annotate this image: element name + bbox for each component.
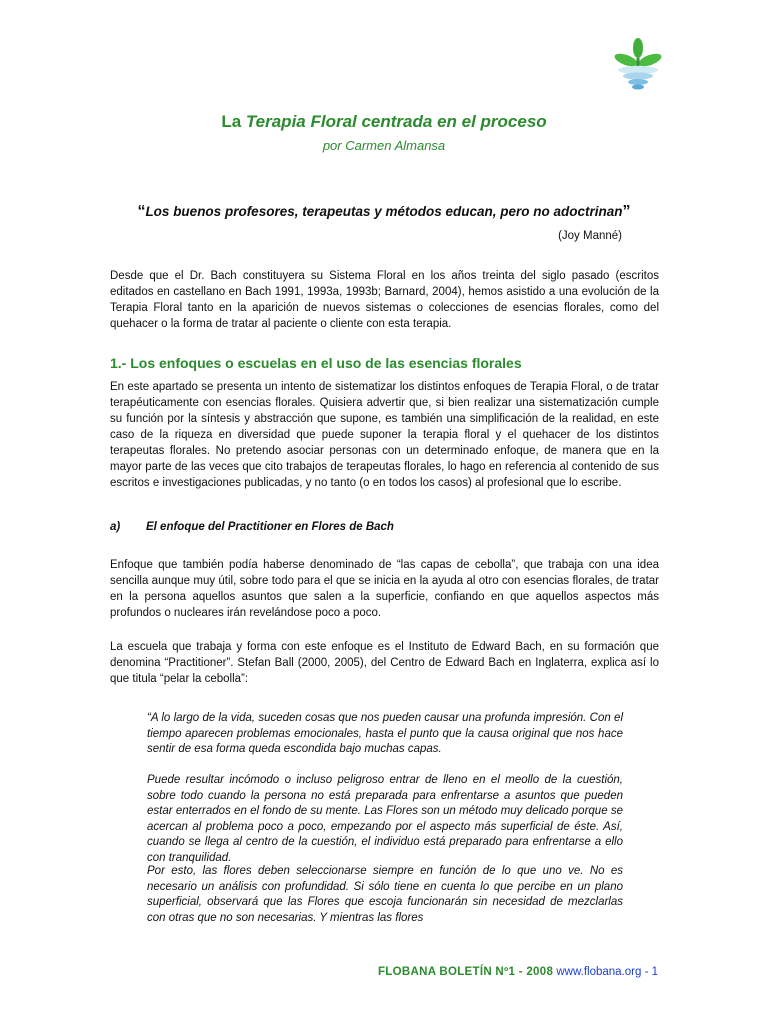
epigraph xyxy=(0,203,768,221)
title-prefix: La xyxy=(221,112,242,131)
block-quote-paragraph-2: Puede resultar incómodo o incluso peligroso entrar de lleno en el meollo de la cuestión, sobre todo cuando la persona no está preparada para enfrentarse a asuntos que pueden estar enterrados en el fondo de su mente. Las Flores son un método muy delicado porque se acercan al problema poco a poco, empezando por el aspecto más superficial de éste. Así, cuando se llega al centro de la cuestión, el individuo está preparado para enfrentarse a ello con tranquilidad. xyxy=(147,774,623,864)
footer-site-link[interactable]: www.flobana.org xyxy=(556,966,642,978)
flower-logo-icon xyxy=(612,36,664,92)
footer-brand: FLOBANA BOLETÍN Nº1 - 2008 xyxy=(377,966,554,978)
section-1-heading: 1.- Los enfoques o escuelas en el uso de las esencias florales xyxy=(110,355,522,371)
page-footer xyxy=(378,966,658,978)
subsection-a-paragraph-2: La escuela que trabaja y forma con este enfoque es el Instituto de Edward Bach, en su formación que denomina “Practitioner”. Stefan Ball (2000, 2005), del Centro de Edward Bach en Inglaterra, explica así lo que titula “pelar la cebolla”: xyxy=(110,641,659,685)
subsection-a-heading xyxy=(110,521,394,533)
subsection-a-paragraph-1: Enfoque que también podía haberse denominado de “las capas de cebolla”, que trabaja con una idea sencilla aunque muy útil, sobre todo para el que se inicia en la ayuda al otro con esencias florales, de tratar en la persona aquellos asuntos que salen a la superficie, confiando en que aquellos aspectos más profundos o nucleares irán revelándose poco a poco. xyxy=(110,559,659,619)
intro-paragraph: Desde que el Dr. Bach constituyera su Sistema Floral en los años treinta del siglo pasado (escritos editados en castellano en Bach 1991, 1993a, 1993b; Barnard, 2004), hemos asistido a una evolución de la Terapia Floral tanto en la aparición de nuevos sistemas o colecciones de esencias florales, como del quehacer o la forma de tratar al paciente o cliente con esta terapia. xyxy=(110,270,659,330)
block-quote-paragraph-3: Por esto, las flores deben seleccionarse siempre en función de lo que uno ve. No es necesario un análisis con profundidad. Si sólo tiene en cuenta lo que percibe en un plano superficial, observará que las Flores que escoja funcionarán sin necesidad de mezclarlas con otras que no son necesarias. Y mientras las flores xyxy=(147,865,623,924)
author-line: por Carmen Almansa xyxy=(322,138,446,153)
document-title xyxy=(0,112,768,132)
title-italic: Terapia Floral centrada en el proceso xyxy=(245,112,547,131)
footer-page-number: - 1 xyxy=(644,966,658,978)
epigraph-text: Los buenos profesores, terapeutas y métodos educan, pero no adoctrinan xyxy=(145,204,623,219)
open-quote-mark: “ xyxy=(137,203,146,220)
block-quote-paragraph-1: “A lo largo de la vida, suceden cosas que nos pueden causar una profunda impresión. Con el tiempo aparecen problemas emocionales, hasta el punto que la causa original que nos hace sentir de esa forma queda escondida bajo muchas capas. xyxy=(147,712,623,755)
close-quote-mark: ” xyxy=(622,203,631,220)
epigraph-attribution: (Joy Manné) xyxy=(558,230,622,242)
subsection-title: El enfoque del Practitioner en Flores de Bach xyxy=(146,521,394,533)
section-1-body: En este apartado se presenta un intento de sistematizar los distintos enfoques de Terapia Floral, o de tratar terapéuticamente con esencias florales. Quisiera advertir que, si bien realizar una sistematización cumple su función por la síntesis y abstracción que supone, es también una simplificación de la realidad, en este caso de la riqueza en diversidad que puede suponer la terapia floral y el quehacer de los distintos terapeutas florales. No pretendo asociar personas con un determinado enfoque, de manera que en la mayor parte de las veces que cito trabajos de terapeutas florales, lo hago en referencia al contenido de sus escritos e investigaciones publicadas, y no tanto (o en todos los casos) al profesional que lo escribe. xyxy=(110,381,659,489)
subsection-marker: a) xyxy=(110,521,121,533)
